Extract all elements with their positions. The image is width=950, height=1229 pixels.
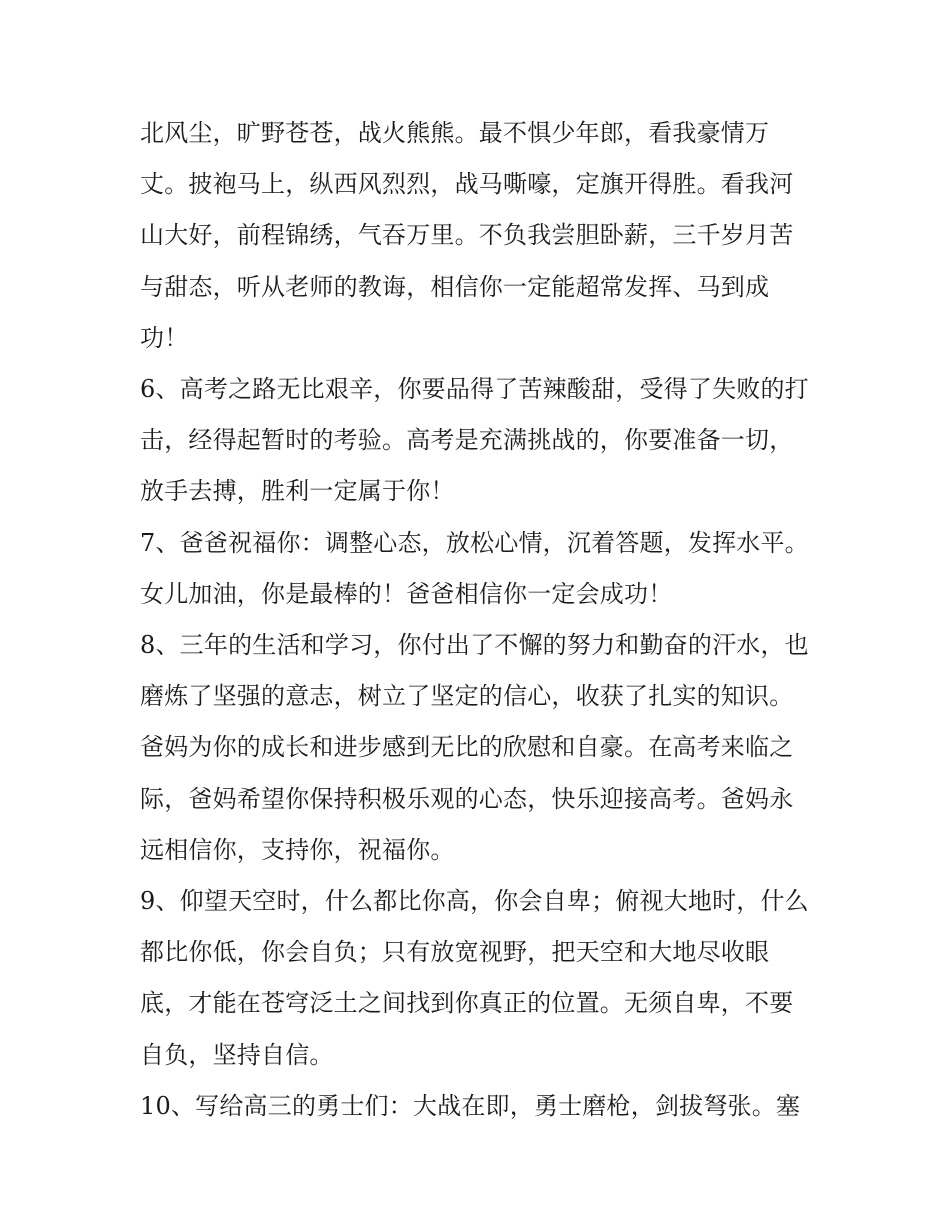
paragraph-10: 10、写给高三的勇士们：大战在即，勇士磨枪，剑拔弩张。塞 bbox=[140, 1091, 801, 1120]
paragraph-continued: 北风尘，旷野苍苍，战火熊熊。最不惧少年郎，看我豪情万丈。披袍马上，纵西风烈烈，战马嘶嚎，定旗开得胜。看我河山大好，前程锦绣，气吞万里。不负我尝胆卧薪，三千岁月苦与甜态，听从老师的教诲，相信你一定能超常发挥、马到成功！ bbox=[140, 119, 794, 352]
paragraph-7: 7、爸爸祝福你：调整心态，放松心情，沉着答题，发挥水平。女儿加油，你是最棒的！爸爸相信你一定会成功！ bbox=[140, 528, 809, 608]
paragraph-9: 9、仰望天空时，什么都比你高，你会自卑；俯视大地时，什么都比你低，你会自负；只有放宽视野，把天空和大地尽收眼底，才能在苍穹泛土之间找到你真正的位置。无须自卑，不要自负，坚持自信。 bbox=[140, 887, 809, 1069]
paragraph-8: 8、三年的生活和学习，你付出了不懈的努力和勤奋的汗水，也磨炼了坚强的意志，树立了坚定的信心，收获了扎实的知识。爸妈为你的成长和进步感到无比的欣慰和自豪。在高考来临之际，爸妈希望你保持积极乐观的心态，快乐迎接高考。爸妈永远相信你，支持你，祝福你。 bbox=[140, 631, 809, 864]
document-body bbox=[140, 108, 812, 1132]
paragraph-6: 6、高考之路无比艰辛，你要品得了苦辣酸甜，受得了失败的打击，经得起暂时的考验。高考是充满挑战的，你要准备一切，放手去搏，胜利一定属于你！ bbox=[140, 375, 809, 506]
